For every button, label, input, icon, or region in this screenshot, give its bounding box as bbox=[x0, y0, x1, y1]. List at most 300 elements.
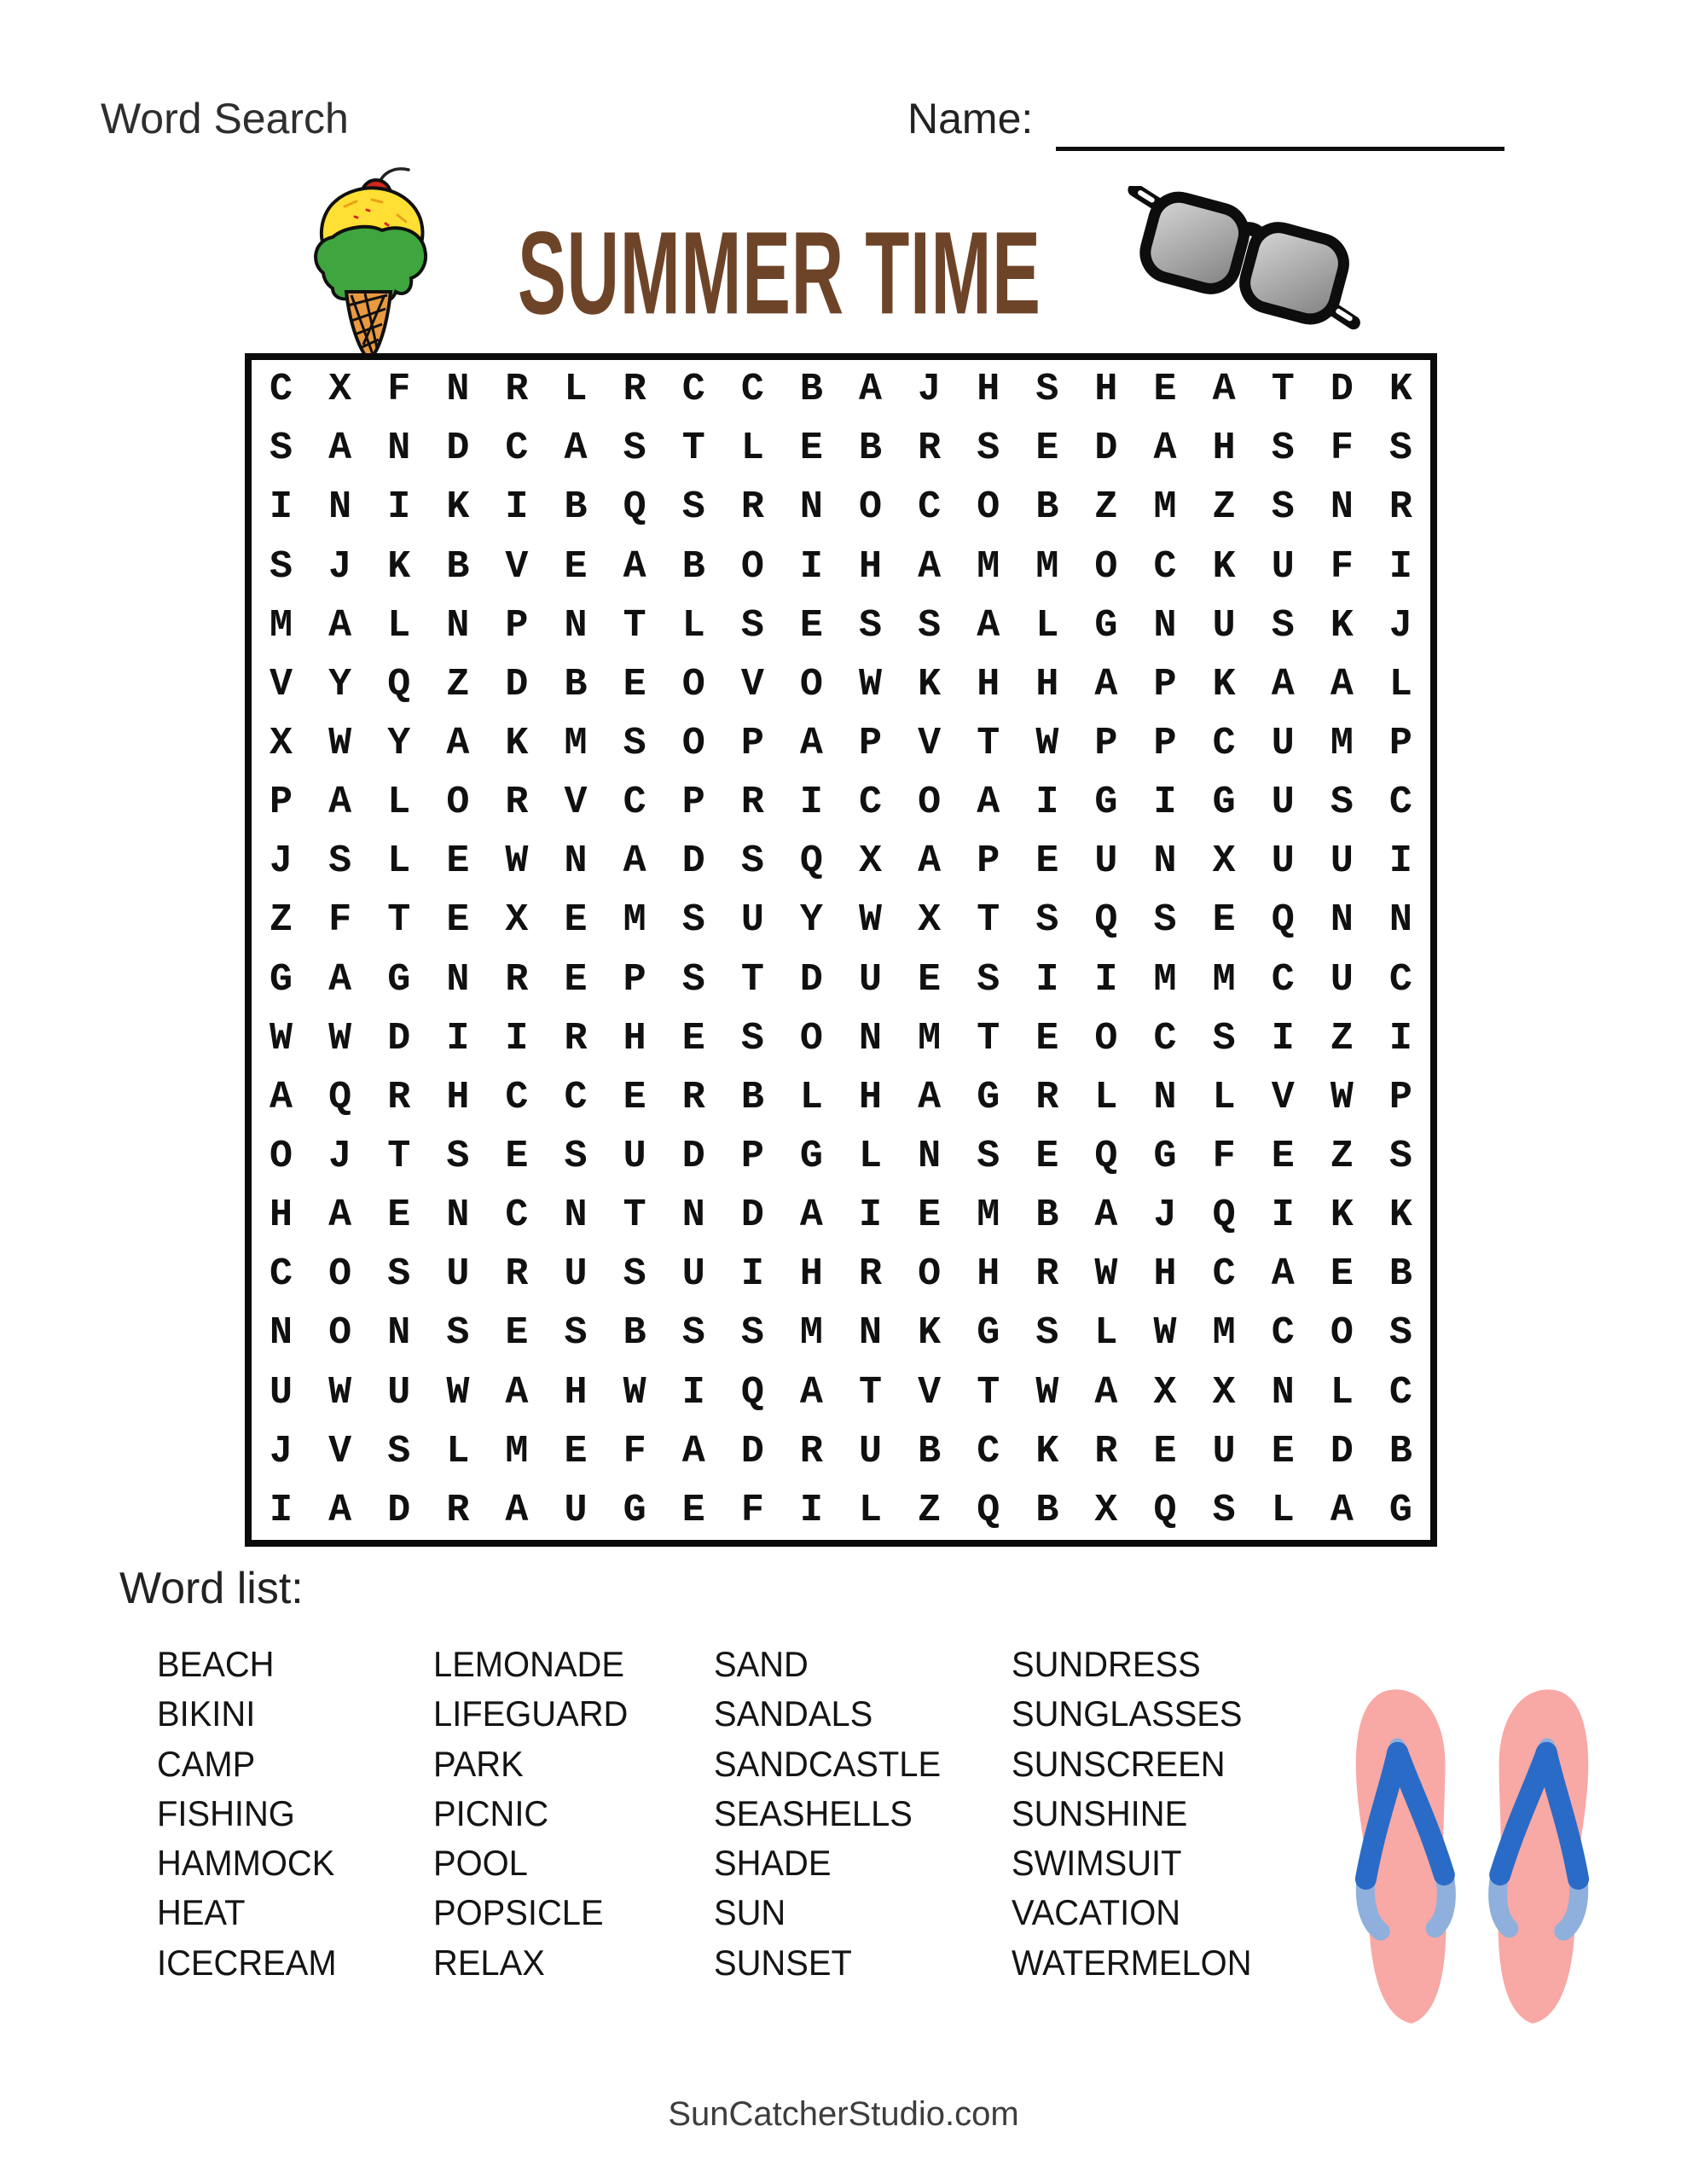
grid-letter: N bbox=[270, 1311, 293, 1356]
grid-letter: W bbox=[1330, 1075, 1354, 1119]
grid-letter: R bbox=[505, 781, 529, 825]
grid-letter: M bbox=[564, 721, 588, 765]
grid-letter: H bbox=[977, 368, 1000, 412]
word-list-item: SUN bbox=[714, 1892, 786, 1933]
grid-letter: A bbox=[623, 839, 646, 884]
grid-letter: P bbox=[740, 721, 764, 765]
grid-letter: K bbox=[1388, 1194, 1412, 1238]
grid-letter: S bbox=[1035, 1311, 1059, 1356]
grid-letter: U bbox=[1212, 603, 1236, 648]
grid-letter: E bbox=[446, 898, 470, 943]
ice-cream-cone-icon bbox=[295, 162, 440, 367]
word-list-item: SAND bbox=[714, 1644, 809, 1684]
grid-letter: T bbox=[977, 1016, 1000, 1060]
grid-letter: E bbox=[918, 957, 942, 1002]
grid-letter: E bbox=[446, 839, 470, 884]
grid-letter: E bbox=[1330, 1252, 1354, 1297]
grid-letter: A bbox=[799, 1194, 823, 1238]
grid-letter: A bbox=[1094, 662, 1118, 706]
grid-letter: Z bbox=[1212, 485, 1236, 530]
grid-letter: L bbox=[387, 839, 411, 884]
grid-letter: B bbox=[1035, 485, 1059, 530]
grid-letter: A bbox=[328, 781, 352, 825]
grid-letter: T bbox=[623, 1194, 646, 1238]
grid-letter: S bbox=[977, 427, 1000, 471]
grid-letter: M bbox=[1153, 957, 1177, 1002]
grid-letter: P bbox=[270, 781, 293, 825]
grid-letter: P bbox=[1153, 662, 1177, 706]
grid-letter: O bbox=[1330, 1311, 1354, 1356]
grid-letter: N bbox=[1388, 898, 1412, 943]
grid-letter: R bbox=[564, 1016, 588, 1060]
grid-letter: M bbox=[505, 1429, 529, 1473]
grid-letter: S bbox=[1035, 368, 1059, 412]
grid-letter: O bbox=[918, 1252, 942, 1297]
grid-letter: R bbox=[505, 1252, 529, 1297]
grid-letter: A bbox=[328, 427, 352, 471]
grid-letter: S bbox=[1212, 1488, 1236, 1532]
grid-letter: T bbox=[977, 898, 1000, 943]
grid-letter: S bbox=[270, 544, 293, 589]
grid-letter: A bbox=[681, 1429, 705, 1473]
grid-letter: W bbox=[623, 1370, 646, 1414]
word-list-item: FISHING bbox=[157, 1792, 295, 1833]
grid-letter: X bbox=[1094, 1488, 1118, 1532]
grid-letter: A bbox=[1330, 1488, 1354, 1532]
word-list-label: Word list: bbox=[119, 1564, 304, 1613]
grid-letter: E bbox=[681, 1016, 705, 1060]
word-list-item: RELAX bbox=[433, 1942, 545, 1983]
footer-website: SunCatcherStudio.com bbox=[668, 2095, 1019, 2133]
worksheet-type-label: Word Search bbox=[101, 95, 349, 142]
word-list-column bbox=[433, 1640, 628, 1988]
grid-letter: S bbox=[1271, 603, 1295, 648]
grid-letter: R bbox=[1035, 1075, 1059, 1119]
grid-letter: B bbox=[740, 1075, 764, 1119]
word-list-item: SUNGLASSES bbox=[1012, 1693, 1243, 1734]
grid-letter: S bbox=[1271, 427, 1295, 471]
grid-letter: D bbox=[387, 1488, 411, 1532]
grid-letter: A bbox=[977, 603, 1000, 648]
grid-letter: A bbox=[1271, 662, 1295, 706]
grid-letter: Q bbox=[1094, 1135, 1118, 1179]
grid-letter: A bbox=[446, 721, 470, 765]
grid-letter: W bbox=[1094, 1252, 1118, 1297]
grid-letter: U bbox=[564, 1488, 588, 1532]
grid-letter: E bbox=[1212, 898, 1236, 943]
grid-letter: A bbox=[328, 957, 352, 1002]
grid-letter: S bbox=[1271, 485, 1295, 530]
grid-letter: U bbox=[1330, 957, 1354, 1002]
grid-letter: W bbox=[859, 898, 883, 943]
grid-letter: I bbox=[1271, 1016, 1295, 1060]
grid-letter: T bbox=[977, 1370, 1000, 1414]
grid-letter: D bbox=[505, 662, 529, 706]
grid-letter: J bbox=[270, 1429, 293, 1473]
name-label: Name: bbox=[907, 95, 1034, 142]
word-list-item: WATERMELON bbox=[1012, 1942, 1252, 1983]
grid-letter: Q bbox=[977, 1488, 1000, 1532]
grid-letter: N bbox=[799, 485, 823, 530]
grid-letter: S bbox=[1330, 781, 1354, 825]
grid-letter: S bbox=[681, 957, 705, 1002]
grid-letter: B bbox=[681, 544, 705, 589]
grid-letter: Q bbox=[1271, 898, 1295, 943]
grid-letter: N bbox=[1330, 898, 1354, 943]
grid-letter: U bbox=[623, 1135, 646, 1179]
grid-letter: B bbox=[859, 427, 883, 471]
grid-letter: R bbox=[1035, 1252, 1059, 1297]
grid-letter: E bbox=[1153, 368, 1177, 412]
word-list-item: POOL bbox=[433, 1843, 528, 1884]
grid-letter: A bbox=[505, 1370, 529, 1414]
grid-letter: U bbox=[859, 1429, 883, 1473]
grid-letter: B bbox=[1388, 1252, 1412, 1297]
grid-letter: C bbox=[977, 1429, 1000, 1473]
grid-letter: S bbox=[740, 1311, 764, 1356]
grid-letter: W bbox=[859, 662, 883, 706]
grid-letter: C bbox=[1212, 721, 1236, 765]
grid-letter: R bbox=[740, 485, 764, 530]
grid-letter: S bbox=[740, 1016, 764, 1060]
grid-letter: I bbox=[1094, 957, 1118, 1002]
grid-letter: Q bbox=[740, 1370, 764, 1414]
grid-letter: W bbox=[1153, 1311, 1177, 1356]
grid-letter: L bbox=[1212, 1075, 1236, 1119]
grid-letter: W bbox=[328, 1370, 352, 1414]
grid-letter: W bbox=[328, 721, 352, 765]
word-list-column bbox=[714, 1640, 941, 1988]
grid-letter: P bbox=[977, 839, 1000, 884]
grid-letter: S bbox=[387, 1429, 411, 1473]
grid-letter: T bbox=[1271, 368, 1295, 412]
grid-letter: W bbox=[328, 1016, 352, 1060]
grid-letter: O bbox=[918, 781, 942, 825]
grid-letter: P bbox=[859, 721, 883, 765]
grid-letter: N bbox=[446, 603, 470, 648]
page-title: SUMMER TIME bbox=[518, 207, 1041, 340]
grid-letter: C bbox=[1388, 781, 1412, 825]
grid-letter: K bbox=[505, 721, 529, 765]
grid-letter: D bbox=[387, 1016, 411, 1060]
grid-letter: C bbox=[859, 781, 883, 825]
grid-letter: K bbox=[1330, 1194, 1354, 1238]
grid-letter: M bbox=[799, 1311, 823, 1356]
grid-letter: E bbox=[1271, 1429, 1295, 1473]
grid-letter: I bbox=[859, 1194, 883, 1238]
grid-letter: A bbox=[1094, 1194, 1118, 1238]
grid-letter: S bbox=[859, 603, 883, 648]
grid-letter: H bbox=[1153, 1252, 1177, 1297]
grid-letter: Q bbox=[328, 1075, 352, 1119]
grid-letter: Q bbox=[387, 662, 411, 706]
grid-letter: E bbox=[1035, 427, 1059, 471]
grid-letter: W bbox=[1035, 721, 1059, 765]
grid-letter: I bbox=[270, 485, 293, 530]
grid-letter: U bbox=[387, 1370, 411, 1414]
puzzle-grid bbox=[245, 353, 1437, 1547]
grid-letter: A bbox=[505, 1488, 529, 1532]
grid-letter: S bbox=[1212, 1016, 1236, 1060]
grid-letter: R bbox=[623, 368, 646, 412]
grid-letter: Z bbox=[446, 662, 470, 706]
grid-letter: T bbox=[977, 721, 1000, 765]
grid-letter: W bbox=[505, 839, 529, 884]
grid-letter: S bbox=[623, 721, 646, 765]
grid-letter: J bbox=[1388, 603, 1412, 648]
grid-letter: I bbox=[1035, 957, 1059, 1002]
grid-letter: P bbox=[681, 781, 705, 825]
grid-letter: W bbox=[446, 1370, 470, 1414]
grid-letter: K bbox=[918, 662, 942, 706]
grid-letter: W bbox=[270, 1016, 293, 1060]
grid-letter: F bbox=[1330, 427, 1354, 471]
grid-letter: S bbox=[1388, 427, 1412, 471]
grid-letter: N bbox=[859, 1016, 883, 1060]
grid-letter: V bbox=[918, 1370, 942, 1414]
grid-letter: F bbox=[740, 1488, 764, 1532]
grid-letter: S bbox=[446, 1311, 470, 1356]
grid-letter: B bbox=[446, 544, 470, 589]
word-list-item: ICECREAM bbox=[157, 1942, 337, 1983]
grid-letter: S bbox=[977, 957, 1000, 1002]
grid-letter: P bbox=[623, 957, 646, 1002]
grid-letter: U bbox=[1271, 781, 1295, 825]
grid-letter: S bbox=[1388, 1135, 1412, 1179]
grid-letter: H bbox=[623, 1016, 646, 1060]
grid-letter: G bbox=[270, 957, 293, 1002]
grid-letter: A bbox=[328, 603, 352, 648]
grid-letter: H bbox=[446, 1075, 470, 1119]
grid-letter: S bbox=[446, 1135, 470, 1179]
grid-letter: C bbox=[505, 1075, 529, 1119]
grid-letter: I bbox=[799, 781, 823, 825]
grid-letter: H bbox=[859, 1075, 883, 1119]
grid-letter: G bbox=[799, 1135, 823, 1179]
grid-letter: I bbox=[446, 1016, 470, 1060]
grid-letter: B bbox=[564, 662, 588, 706]
grid-letter: I bbox=[1153, 781, 1177, 825]
grid-letter: X bbox=[505, 898, 529, 943]
grid-letter: E bbox=[387, 1194, 411, 1238]
grid-letter: E bbox=[623, 1075, 646, 1119]
grid-letter: N bbox=[564, 603, 588, 648]
grid-letter: A bbox=[564, 427, 588, 471]
grid-letter: R bbox=[859, 1252, 883, 1297]
grid-letter: R bbox=[387, 1075, 411, 1119]
grid-letter: O bbox=[799, 1016, 823, 1060]
grid-letter: S bbox=[270, 427, 293, 471]
grid-letter: T bbox=[623, 603, 646, 648]
grid-letter: L bbox=[446, 1429, 470, 1473]
grid-letter: S bbox=[1388, 1311, 1412, 1356]
grid-letter: D bbox=[1330, 368, 1354, 412]
grid-letter: S bbox=[387, 1252, 411, 1297]
grid-letter: I bbox=[505, 485, 529, 530]
grid-letter: H bbox=[1035, 662, 1059, 706]
grid-letter: T bbox=[859, 1370, 883, 1414]
grid-letter: I bbox=[1271, 1194, 1295, 1238]
grid-letter: S bbox=[564, 1135, 588, 1179]
grid-letter: E bbox=[918, 1194, 942, 1238]
grid-letter: A bbox=[1094, 1370, 1118, 1414]
grid-letter: H bbox=[977, 662, 1000, 706]
grid-letter: R bbox=[1094, 1429, 1118, 1473]
grid-letter: E bbox=[623, 662, 646, 706]
word-list-item: BEACH bbox=[157, 1644, 275, 1684]
grid-letter: H bbox=[270, 1194, 293, 1238]
grid-letter: P bbox=[1388, 1075, 1412, 1119]
grid-letter: E bbox=[681, 1488, 705, 1532]
grid-letter: U bbox=[681, 1252, 705, 1297]
grid-letter: K bbox=[446, 485, 470, 530]
grid-letter: N bbox=[1153, 1075, 1177, 1119]
grid-letter: A bbox=[623, 544, 646, 589]
grid-letter: C bbox=[1271, 957, 1295, 1002]
grid-letter: N bbox=[328, 485, 352, 530]
grid-letter: G bbox=[1212, 781, 1236, 825]
grid-letter: U bbox=[1212, 1429, 1236, 1473]
grid-letter: P bbox=[1094, 721, 1118, 765]
grid-letter: Y bbox=[328, 662, 352, 706]
grid-letter: R bbox=[799, 1429, 823, 1473]
grid-letter: I bbox=[387, 485, 411, 530]
grid-letter: U bbox=[740, 898, 764, 943]
grid-letter: D bbox=[740, 1194, 764, 1238]
grid-letter: I bbox=[1388, 1016, 1412, 1060]
grid-letter: F bbox=[387, 368, 411, 412]
word-list-item: SEASHELLS bbox=[714, 1792, 913, 1833]
grid-letter: K bbox=[1330, 603, 1354, 648]
grid-letter: C bbox=[564, 1075, 588, 1119]
grid-letter: E bbox=[799, 603, 823, 648]
grid-letter: Z bbox=[270, 898, 293, 943]
grid-letter: S bbox=[918, 603, 942, 648]
grid-letter: S bbox=[623, 427, 646, 471]
grid-letter: I bbox=[1035, 781, 1059, 825]
grid-letter: E bbox=[1035, 1135, 1059, 1179]
grid-letter: B bbox=[918, 1429, 942, 1473]
grid-letter: M bbox=[1212, 1311, 1236, 1356]
grid-letter: Q bbox=[799, 839, 823, 884]
grid-letter: V bbox=[270, 662, 293, 706]
grid-letter: X bbox=[1153, 1370, 1177, 1414]
grid-letter: M bbox=[623, 898, 646, 943]
grid-letter: N bbox=[1153, 839, 1177, 884]
grid-letter: U bbox=[1271, 544, 1295, 589]
grid-letter: C bbox=[270, 1252, 293, 1297]
word-list-item: SHADE bbox=[714, 1843, 832, 1884]
grid-letter: M bbox=[977, 1194, 1000, 1238]
grid-letter: N bbox=[446, 957, 470, 1002]
grid-letter: U bbox=[1330, 839, 1354, 884]
grid-letter: J bbox=[1153, 1194, 1177, 1238]
grid-letter: U bbox=[1271, 721, 1295, 765]
grid-letter: N bbox=[564, 839, 588, 884]
grid-letter: D bbox=[681, 1135, 705, 1179]
grid-letter: M bbox=[1035, 544, 1059, 589]
grid-letter: C bbox=[1153, 544, 1177, 589]
grid-letter: E bbox=[1035, 1016, 1059, 1060]
grid-letter: N bbox=[564, 1194, 588, 1238]
grid-letter: L bbox=[799, 1075, 823, 1119]
grid-letter: C bbox=[505, 1194, 529, 1238]
word-list-item: LEMONADE bbox=[433, 1644, 624, 1684]
grid-letter: C bbox=[1388, 1370, 1412, 1414]
word-list-item: PICNIC bbox=[433, 1792, 549, 1833]
grid-letter: K bbox=[918, 1311, 942, 1356]
grid-letter: T bbox=[740, 957, 764, 1002]
grid-letter: G bbox=[1153, 1135, 1177, 1179]
name-blank-line bbox=[1056, 147, 1504, 151]
grid-letter: O bbox=[799, 662, 823, 706]
grid-letter: A bbox=[1271, 1252, 1295, 1297]
grid-letter: Q bbox=[1153, 1488, 1177, 1532]
grid-letter: B bbox=[799, 368, 823, 412]
grid-letter: E bbox=[1153, 1429, 1177, 1473]
grid-letter: G bbox=[1094, 603, 1118, 648]
word-list-item: SUNDRESS bbox=[1012, 1644, 1201, 1684]
word-list-item: SUNSCREEN bbox=[1012, 1743, 1226, 1784]
grid-letter: E bbox=[799, 427, 823, 471]
grid-letter: N bbox=[387, 427, 411, 471]
grid-letter: G bbox=[977, 1075, 1000, 1119]
grid-letter: F bbox=[623, 1429, 646, 1473]
grid-letter: L bbox=[1094, 1075, 1118, 1119]
grid-letter: U bbox=[1094, 839, 1118, 884]
grid-letter: B bbox=[564, 485, 588, 530]
grid-letter: O bbox=[1094, 1016, 1118, 1060]
word-list-item: SWIMSUIT bbox=[1012, 1843, 1182, 1884]
word-list-item: LIFEGUARD bbox=[433, 1693, 629, 1734]
grid-letter: C bbox=[1388, 957, 1412, 1002]
grid-letter: K bbox=[1388, 368, 1412, 412]
grid-letter: G bbox=[387, 957, 411, 1002]
grid-letter: D bbox=[740, 1429, 764, 1473]
grid-letter: U bbox=[446, 1252, 470, 1297]
flip-flops-icon bbox=[1320, 1676, 1624, 2056]
grid-letter: P bbox=[505, 603, 529, 648]
grid-letter: H bbox=[564, 1370, 588, 1414]
grid-letter: P bbox=[1388, 721, 1412, 765]
grid-letter: I bbox=[1388, 839, 1412, 884]
grid-letter: L bbox=[387, 603, 411, 648]
grid-letter: H bbox=[799, 1252, 823, 1297]
grid-letter: I bbox=[740, 1252, 764, 1297]
grid-letter: R bbox=[681, 1075, 705, 1119]
grid-letter: K bbox=[1212, 544, 1236, 589]
grid-letter: L bbox=[740, 427, 764, 471]
grid-letter: P bbox=[1153, 721, 1177, 765]
grid-letter: X bbox=[270, 721, 293, 765]
grid-letter: C bbox=[740, 368, 764, 412]
grid-letter: T bbox=[681, 427, 705, 471]
grid-letter: N bbox=[681, 1194, 705, 1238]
grid-letter: I bbox=[270, 1488, 293, 1532]
grid-letter: U bbox=[1271, 839, 1295, 884]
grid-letter: M bbox=[1212, 957, 1236, 1002]
grid-letter: D bbox=[681, 839, 705, 884]
grid-letter: E bbox=[1271, 1135, 1295, 1179]
grid-letter: M bbox=[918, 1016, 942, 1060]
grid-letter: M bbox=[977, 544, 1000, 589]
grid-letter: E bbox=[564, 544, 588, 589]
grid-letter: V bbox=[1271, 1075, 1295, 1119]
grid-letter: A bbox=[977, 781, 1000, 825]
grid-letter: A bbox=[270, 1075, 293, 1119]
grid-letter: F bbox=[1212, 1135, 1236, 1179]
grid-letter: Q bbox=[1212, 1194, 1236, 1238]
